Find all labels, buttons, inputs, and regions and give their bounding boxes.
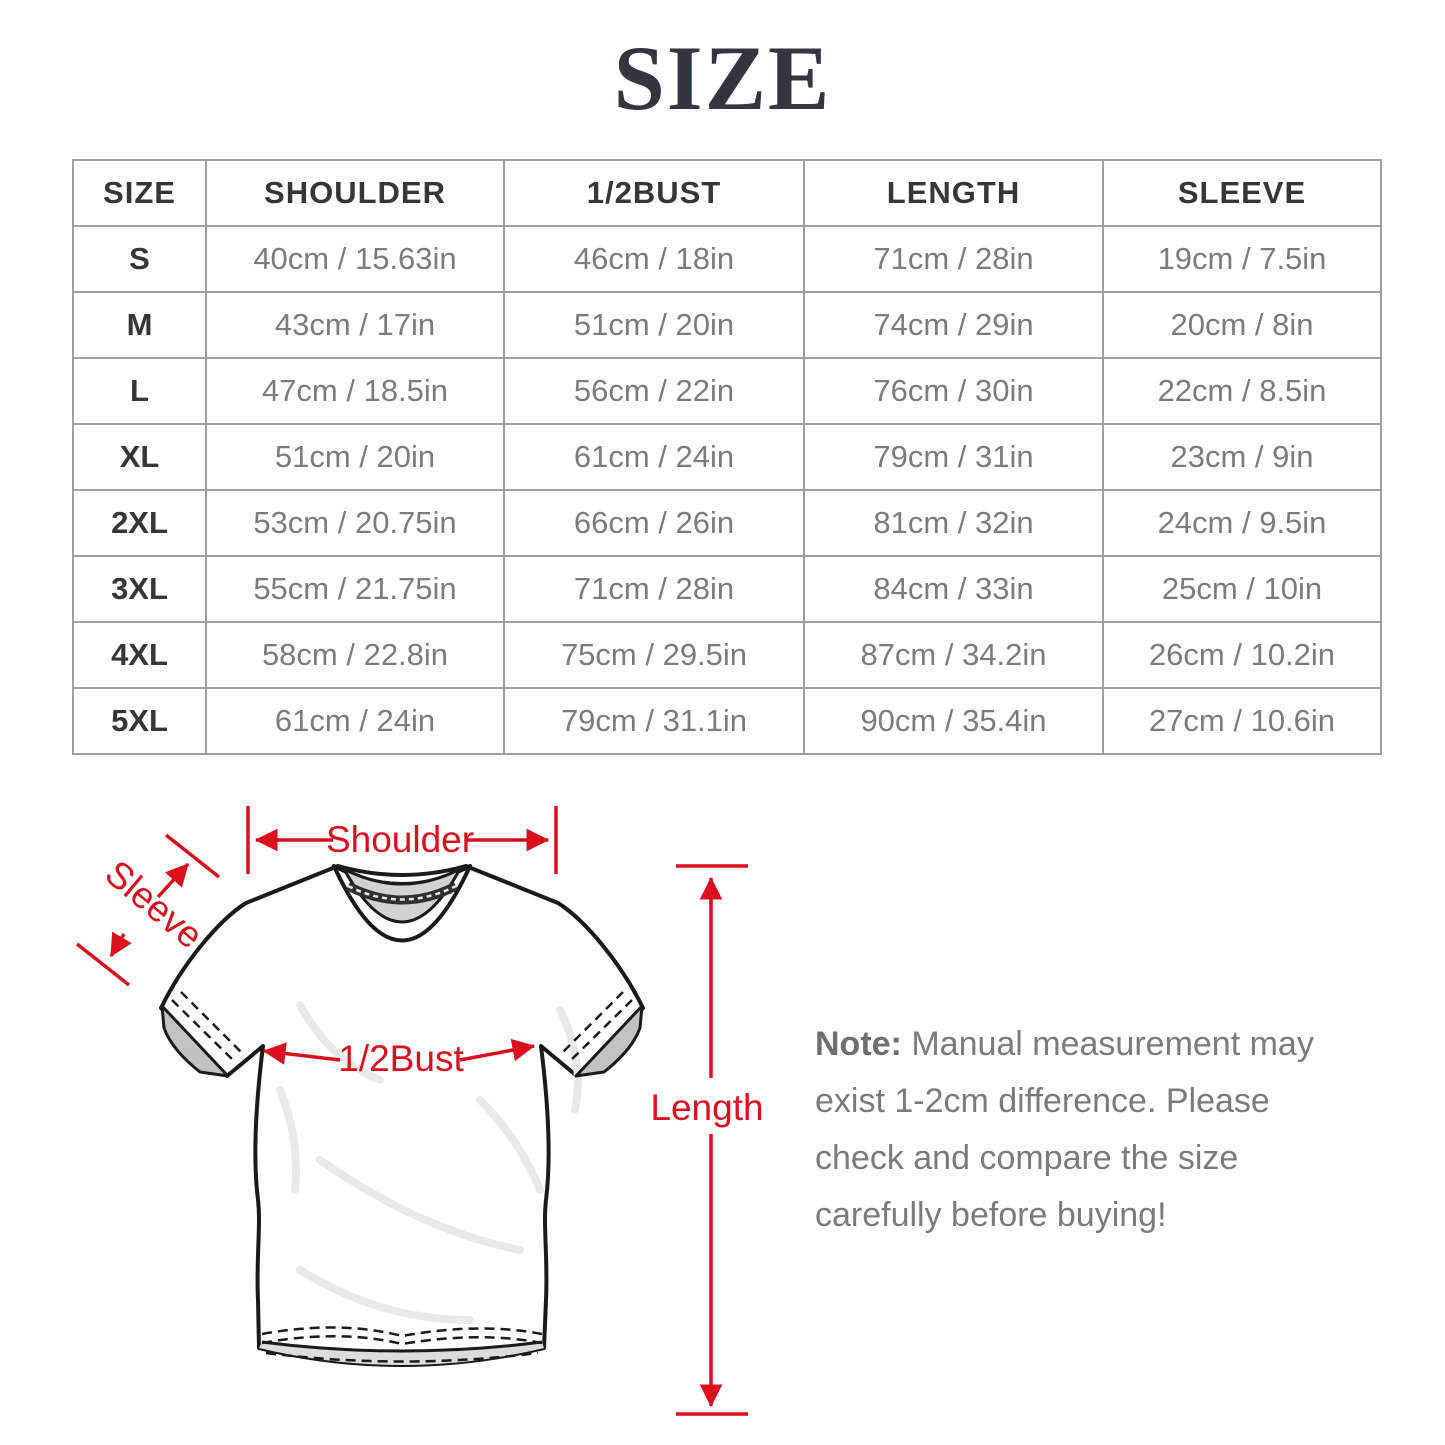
- table-row: [73, 226, 1381, 292]
- size-cell: 4XL: [73, 622, 206, 688]
- measurement-cell: 71cm / 28in: [804, 226, 1103, 292]
- measurement-cell: 25cm / 10in: [1103, 556, 1381, 622]
- measurement-cell: 61cm / 24in: [206, 688, 504, 754]
- measurement-cell: 24cm / 9.5in: [1103, 490, 1381, 556]
- table-row: [73, 622, 1381, 688]
- header-cell-shoulder: SHOULDER: [206, 160, 504, 226]
- measurement-cell: 55cm / 21.75in: [206, 556, 504, 622]
- measurement-cell: 90cm / 35.4in: [804, 688, 1103, 754]
- measurement-cell: 74cm / 29in: [804, 292, 1103, 358]
- size-cell: XL: [73, 424, 206, 490]
- table-row: [73, 490, 1381, 556]
- measurement-cell: 51cm / 20in: [206, 424, 504, 490]
- page-title: SIZE: [613, 27, 832, 129]
- measurement-cell: 27cm / 10.6in: [1103, 688, 1381, 754]
- header-row: [73, 160, 1381, 226]
- measurement-cell: 51cm / 20in: [504, 292, 804, 358]
- measurement-note: [815, 1016, 1360, 1244]
- measurement-cell: 53cm / 20.75in: [206, 490, 504, 556]
- size-table: [72, 159, 1382, 755]
- sleeve-tick-lower: [77, 944, 129, 985]
- measurement-cell: 20cm / 8in: [1103, 292, 1381, 358]
- measurement-cell: 84cm / 33in: [804, 556, 1103, 622]
- table-row: [73, 556, 1381, 622]
- tshirt-diagram: [55, 782, 785, 1445]
- measurement-cell: 22cm / 8.5in: [1103, 358, 1381, 424]
- measurement-cell: 61cm / 24in: [504, 424, 804, 490]
- measurement-cell: 71cm / 28in: [504, 556, 804, 622]
- measurement-cell: 56cm / 22in: [504, 358, 804, 424]
- measurement-cell: 47cm / 18.5in: [206, 358, 504, 424]
- measurement-cell: 19cm / 7.5in: [1103, 226, 1381, 292]
- header-cell-length: LENGTH: [804, 160, 1103, 226]
- measurement-cell: 46cm / 18in: [504, 226, 804, 292]
- measurement-cell: 26cm / 10.2in: [1103, 622, 1381, 688]
- table-row: [73, 688, 1381, 754]
- measurement-cell: 79cm / 31in: [804, 424, 1103, 490]
- size-cell: S: [73, 226, 206, 292]
- header-cell-sleeve: SLEEVE: [1103, 160, 1381, 226]
- size-cell: 2XL: [73, 490, 206, 556]
- measurement-cell: 81cm / 32in: [804, 490, 1103, 556]
- length-label: Length: [650, 1087, 764, 1128]
- measurement-cell: 79cm / 31.1in: [504, 688, 804, 754]
- table-row: [73, 292, 1381, 358]
- sleeve-label: Sleeve: [97, 852, 211, 957]
- sleeve-tick-upper: [166, 835, 219, 877]
- measurement-cell: 43cm / 17in: [206, 292, 504, 358]
- measurement-cell: 40cm / 15.63in: [206, 226, 504, 292]
- note-label: Note:: [815, 1025, 902, 1063]
- size-cell: 5XL: [73, 688, 206, 754]
- tshirt-outline-group: [161, 866, 643, 1365]
- header-cell-size: SIZE: [73, 160, 206, 226]
- bust-label: 1/2Bust: [338, 1038, 464, 1079]
- table-row: [73, 424, 1381, 490]
- shoulder-label: Shoulder: [325, 819, 475, 860]
- note-text: Manual measurement may exist 1-2cm difference. Please check and compare the size carefully before buying!: [815, 1025, 1314, 1234]
- size-cell: 3XL: [73, 556, 206, 622]
- measurement-cell: 66cm / 26in: [504, 490, 804, 556]
- measurement-cell: 75cm / 29.5in: [504, 622, 804, 688]
- header-cell-1-2bust: 1/2BUST: [504, 160, 804, 226]
- sleeve-arrow-lower: [111, 934, 124, 956]
- measurement-cell: 58cm / 22.8in: [206, 622, 504, 688]
- measurement-cell: 23cm / 9in: [1103, 424, 1381, 490]
- table-row: [73, 358, 1381, 424]
- size-cell: L: [73, 358, 206, 424]
- measurement-cell: 87cm / 34.2in: [804, 622, 1103, 688]
- size-cell: M: [73, 292, 206, 358]
- measurement-cell: 76cm / 30in: [804, 358, 1103, 424]
